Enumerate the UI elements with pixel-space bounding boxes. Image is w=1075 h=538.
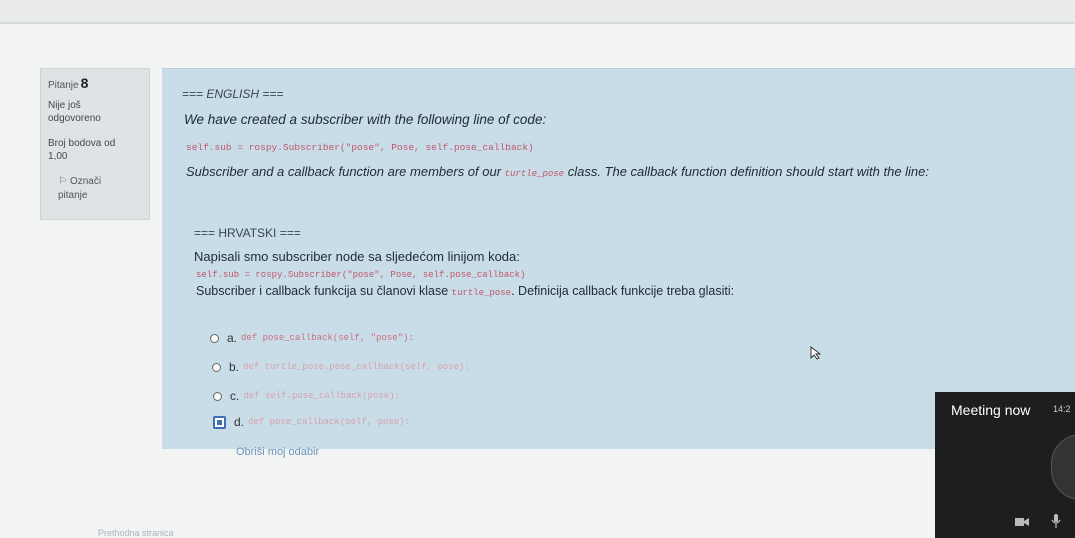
- flag-label-2: pitanje: [58, 190, 88, 201]
- meeting-popup: [935, 392, 1075, 538]
- radio-button[interactable]: [213, 392, 222, 401]
- points-line-2: 1,00: [48, 151, 68, 162]
- status-line-1: Nije još: [48, 100, 81, 111]
- croatian-def-before: Subscriber i callback funkcija su članovi klase: [196, 284, 452, 298]
- answer-code: def turtle_pose.pose_callback(self, pose):: [243, 362, 470, 372]
- question-points: [48, 137, 142, 163]
- answer-option-d[interactable]: [213, 415, 410, 429]
- mouse-cursor-icon: [810, 346, 824, 360]
- answer-option-b[interactable]: [212, 360, 470, 374]
- question-number: 8: [80, 75, 89, 91]
- english-def-before: Subscriber and a callback function are members of our: [186, 164, 505, 179]
- answer-letter: c.: [230, 389, 240, 403]
- radio-button[interactable]: [210, 334, 219, 343]
- croatian-header: === HRVATSKI ===: [194, 226, 301, 240]
- answer-option-c[interactable]: [213, 389, 400, 403]
- clear-choice-link[interactable]: Obriši moj odabir: [236, 446, 320, 458]
- croatian-def-after: . Definicija callback funkcije treba glasiti:: [511, 284, 735, 298]
- croatian-definition: [196, 284, 734, 298]
- english-def-after: class. The callback function definition should start with the line:: [564, 164, 930, 179]
- clock-time: 14:2: [1053, 404, 1071, 414]
- answer-code: def pose_callback(self, "pose"):: [241, 333, 414, 343]
- croatian-code: self.sub = rospy.Subscriber("pose", Pose, self.pose_callback): [196, 270, 526, 280]
- english-definition: [186, 164, 929, 179]
- meeting-now-button[interactable]: Meeting now: [951, 402, 1031, 418]
- flag-question-link[interactable]: [48, 175, 142, 203]
- english-code: self.sub = rospy.Subscriber("pose", Pose, self.pose_callback): [186, 142, 534, 153]
- answer-letter: a.: [227, 331, 238, 345]
- flag-label: Označi: [69, 176, 102, 187]
- question-status: [48, 99, 142, 125]
- points-line-1: Broj bodova od: [48, 138, 116, 149]
- answer-code: def pose_callback(self, pose):: [248, 417, 411, 427]
- croatian-def-class: turtle_pose: [451, 288, 512, 298]
- flag-icon: ⚐: [58, 176, 67, 187]
- answer-option-a[interactable]: [210, 331, 414, 345]
- croatian-intro: Napisali smo subscriber node sa sljedećom linijom koda:: [194, 249, 520, 264]
- english-header: === ENGLISH ===: [182, 87, 284, 101]
- answer-letter: d.: [234, 415, 245, 429]
- english-def-class: turtle_pose: [504, 169, 565, 179]
- side-panel-button[interactable]: [1051, 434, 1075, 500]
- radio-button[interactable]: [212, 363, 221, 372]
- radio-button-selected[interactable]: [213, 416, 226, 429]
- question-label: Pitanje: [48, 80, 79, 91]
- microphone-icon[interactable]: [1051, 514, 1061, 528]
- status-line-2: odgovoreno: [48, 113, 101, 124]
- answer-letter: b.: [229, 360, 240, 374]
- question-info-box: [40, 68, 150, 220]
- question-number-row: [48, 75, 142, 91]
- previous-page-button[interactable]: Prethodna stranica: [98, 528, 174, 538]
- english-intro: We have created a subscriber with the following line of code:: [184, 112, 547, 127]
- camera-icon[interactable]: [1015, 516, 1029, 528]
- answer-code: def self.pose_callback(pose):: [243, 391, 400, 401]
